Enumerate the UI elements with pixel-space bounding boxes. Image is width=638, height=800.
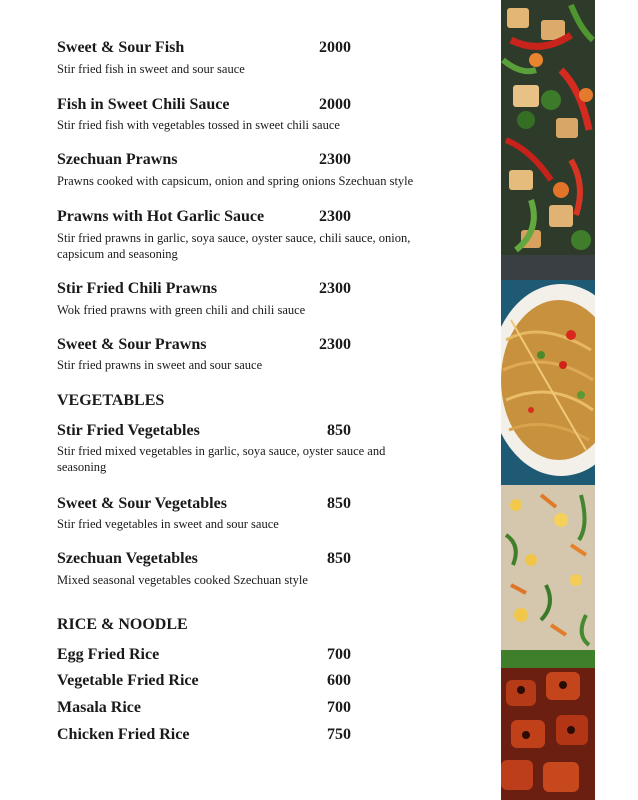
item-price: 2300 <box>319 280 351 297</box>
item-price: 2300 <box>319 336 351 353</box>
item-name: Masala Rice <box>57 699 141 716</box>
item-description: Prawns cooked with capsicum, onion and spring onions Szechuan style <box>57 174 414 188</box>
item-description: Stir fried prawns in garlic, soya sauce, oyster sauce, chili sauce, onion, capsicum and seasoning <box>57 231 411 261</box>
item-description: Stir fried fish in sweet and sour sauce <box>57 62 245 76</box>
item-price: 600 <box>327 672 351 689</box>
item-price: 2000 <box>319 39 351 56</box>
item-description: Stir fried fish with vegetables tossed in sweet chili sauce <box>57 118 340 132</box>
stir-fry-vegetables-photo <box>501 0 595 280</box>
item-price: 700 <box>327 646 351 663</box>
item-price: 850 <box>327 550 351 567</box>
item-description: Wok fried prawns with green chili and chili sauce <box>57 303 306 317</box>
item-price: 2000 <box>319 96 351 113</box>
item-name: Vegetable Fried Rice <box>57 672 199 689</box>
item-price: 2300 <box>319 151 351 168</box>
item-price: 2300 <box>319 208 351 225</box>
item-description: Stir fried vegetables in sweet and sour sauce <box>57 517 279 531</box>
item-name: Fish in Sweet Chili Sauce <box>57 96 230 113</box>
item-description: Mixed seasonal vegetables cooked Szechuan style <box>57 573 308 587</box>
item-name: Chicken Fried Rice <box>57 726 190 743</box>
item-name: Prawns with Hot Garlic Sauce <box>57 208 265 225</box>
item-price: 750 <box>327 726 351 743</box>
item-name: Egg Fried Rice <box>57 646 160 663</box>
grilled-meat-photo <box>501 650 595 800</box>
fried-rice-photo <box>501 485 595 650</box>
section-title-rice-noodle: RICE & NOODLE <box>57 616 188 633</box>
item-name: Sweet & Sour Prawns <box>57 336 207 353</box>
noodles-photo <box>501 280 595 485</box>
food-photo-strip <box>501 0 595 800</box>
item-price: 700 <box>327 699 351 716</box>
item-name: Stir Fried Vegetables <box>57 422 200 439</box>
item-name: Sweet & Sour Vegetables <box>57 495 227 512</box>
item-name: Szechuan Vegetables <box>57 550 198 567</box>
item-name: Szechuan Prawns <box>57 151 178 168</box>
item-name: Sweet & Sour Fish <box>57 39 185 56</box>
item-description: Stir fried mixed vegetables in garlic, soya sauce, oyster sauce and seasoning <box>57 444 386 474</box>
item-price: 850 <box>327 495 351 512</box>
section-title-vegetables: VEGETABLES <box>57 392 165 409</box>
item-name: Stir Fried Chili Prawns <box>57 280 218 297</box>
item-description: Stir fried prawns in sweet and sour sauce <box>57 358 263 372</box>
item-price: 850 <box>327 422 351 439</box>
